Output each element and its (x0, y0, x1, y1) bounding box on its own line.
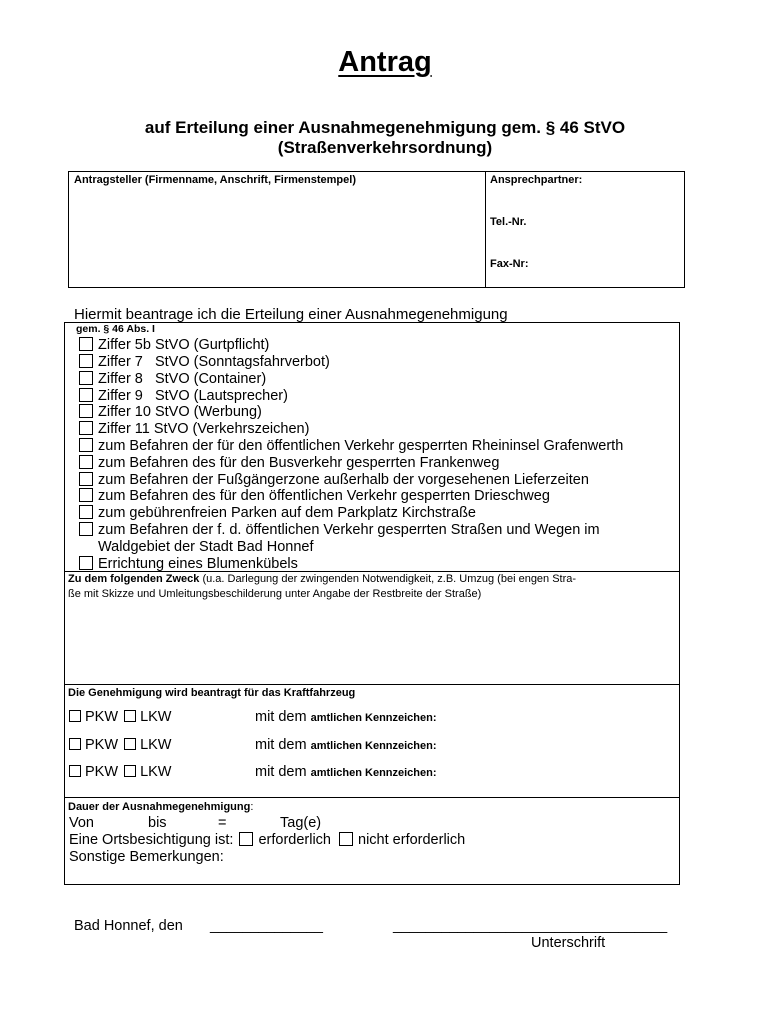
section-label: gem. § 46 Abs. I (76, 323, 155, 335)
pkw-checkbox[interactable] (69, 738, 81, 750)
option-checkbox[interactable] (79, 438, 93, 452)
option-checkbox[interactable] (79, 388, 93, 402)
vehicle-row-1: PKW LKW (69, 709, 171, 725)
bis-label: bis (148, 815, 167, 831)
option-waldgebiet[interactable]: zum Befahren der f. d. öffentlichen Verkehr gesperrten Straßen und Wegen im (79, 522, 600, 539)
vehicle-row-3: PKW LKW (69, 764, 171, 780)
purpose-label-line1 (68, 573, 576, 585)
remarks-field[interactable] (66, 866, 678, 883)
option-ziffer-11[interactable]: Ziffer 11 StVO (Verkehrszeichen) (79, 421, 309, 438)
option-fussgaengerzone[interactable]: zum Befahren der Fußgängerzone außerhalb der vorgesehenen Lieferzeiten (79, 472, 589, 489)
request-intro: Hiermit beantrage ich die Erteilung einer Ausnahmegenehmigung (74, 306, 508, 323)
inspection-label: Eine Ortsbesichtigung ist: (69, 832, 234, 848)
option-checkbox[interactable] (79, 404, 93, 418)
option-ziffer-9[interactable]: Ziffer 9 StVO (Lautsprecher) (79, 388, 288, 405)
option-checkbox[interactable] (79, 354, 93, 368)
date-line[interactable]: ______________ (210, 918, 323, 934)
duration-label: Dauer der Ausnahmegenehmigung (68, 801, 251, 813)
place-date-label: Bad Honnef, den (74, 918, 183, 934)
lkw-checkbox[interactable] (124, 765, 136, 777)
option-ziffer-7[interactable]: Ziffer 7 StVO (Sonntagsfahrverbot) (79, 354, 330, 371)
signature-label: Unterschrift (531, 935, 606, 951)
signature-line[interactable]: __________________________________ (393, 918, 668, 934)
option-parken-kirchstrasse[interactable]: zum gebührenfreien Parken auf dem Parkplatz Kirchstraße (79, 505, 476, 522)
plate-label-3: mit dem amtlichen Kennzeichen: (255, 764, 437, 780)
option-rheininsel[interactable]: zum Befahren der für den öffentlichen Verkehr gesperrten Rheininsel Grafenwerth (79, 438, 623, 455)
contact-label: Ansprechpartner: (490, 174, 583, 186)
form-title: Antrag (338, 46, 432, 78)
option-checkbox[interactable] (79, 522, 93, 536)
purpose-label: Zu dem folgenden Zweck (68, 573, 200, 585)
duration-label-line: Dauer der Ausnahmegenehmigung: (68, 801, 254, 813)
applicant-divider (485, 171, 486, 288)
option-checkbox[interactable] (79, 472, 93, 486)
option-ziffer-5b[interactable]: Ziffer 5b StVO (Gurtpflicht) (79, 337, 269, 354)
option-checkbox[interactable] (79, 455, 93, 469)
inspection-not-required-label: nicht erforderlich (358, 832, 466, 848)
applicant-label: Antragsteller (Firmenname, Anschrift, Firmenstempel) (74, 174, 356, 186)
lkw-checkbox[interactable] (124, 710, 136, 722)
option-waldgebiet-continuation: Waldgebiet der Stadt Bad Honnef (98, 539, 314, 555)
vehicle-row-2: PKW LKW (69, 737, 171, 753)
remarks-label: Sonstige Bemerkungen: (69, 849, 224, 865)
purpose-field[interactable] (66, 604, 678, 682)
applicant-field[interactable] (70, 190, 482, 285)
divider-purpose (64, 571, 680, 572)
lkw-checkbox[interactable] (124, 738, 136, 750)
option-drieschweg[interactable]: zum Befahren des für den öffentlichen Verkehr gesperrten Drieschweg (79, 488, 550, 505)
option-checkbox[interactable] (79, 421, 93, 435)
pkw-checkbox[interactable] (69, 710, 81, 722)
pkw-checkbox[interactable] (69, 765, 81, 777)
option-ziffer-10[interactable]: Ziffer 10 StVO (Werbung) (79, 404, 262, 421)
plate-label-2: mit dem amtlichen Kennzeichen: (255, 737, 437, 753)
option-checkbox[interactable] (79, 556, 93, 570)
option-blumenkuebel[interactable]: Errichtung eines Blumenkübels (79, 556, 298, 573)
vehicle-label: Die Genehmigung wird beantragt für das Kraftfahrzeug (68, 687, 356, 699)
inspection-required-checkbox[interactable] (239, 832, 253, 846)
form-subtitle-line2: (Straßenverkehrsordnung) (277, 138, 493, 157)
option-checkbox[interactable] (79, 488, 93, 502)
option-ziffer-8[interactable]: Ziffer 8 StVO (Container) (79, 371, 266, 388)
option-checkbox[interactable] (79, 505, 93, 519)
divider-duration (64, 797, 680, 798)
von-label: Von (69, 815, 94, 831)
equals-label: = (218, 815, 227, 831)
option-checkbox[interactable] (79, 371, 93, 385)
fax-label: Fax-Nr: (490, 258, 529, 270)
inspection-required-label: erforderlich (258, 832, 331, 848)
tage-label: Tag(e) (280, 815, 322, 831)
inspection-row (69, 832, 465, 848)
plate-label-1: mit dem amtlichen Kennzeichen: (255, 709, 437, 725)
inspection-not-required-checkbox[interactable] (339, 832, 353, 846)
form-subtitle-line1: auf Erteilung einer Ausnahmegenehmigung gem. § 46 StVO (144, 118, 626, 137)
option-checkbox[interactable] (79, 337, 93, 351)
option-frankenweg[interactable]: zum Befahren des für den Busverkehr gesperrten Frankenweg (79, 455, 499, 472)
phone-label: Tel.-Nr. (490, 216, 527, 228)
purpose-note-line2: ße mit Skizze und Umleitungsbeschilderung unter Angabe der Restbreite der Straße) (68, 588, 482, 600)
purpose-note-line1: (u.a. Darlegung der zwingenden Notwendigkeit, z.B. Umzug (bei engen Stra- (202, 573, 577, 585)
divider-vehicle (64, 684, 680, 685)
